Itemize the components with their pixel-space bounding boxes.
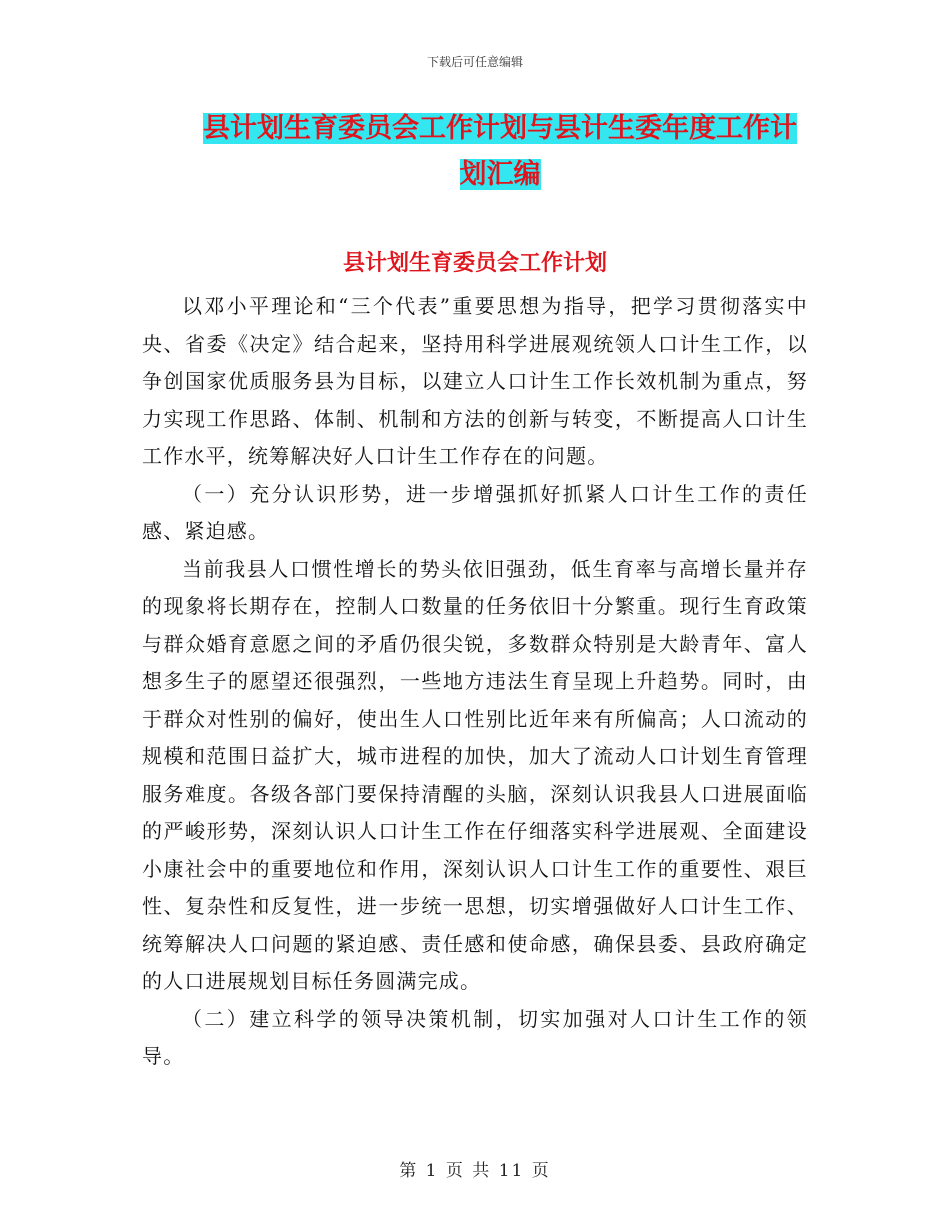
page-footer-number: 第 1 页 共 11 页 <box>399 1161 551 1181</box>
page-header-note: 下载后可任意编辑 <box>426 55 523 69</box>
document-title <box>190 106 810 198</box>
paragraph-situation: 当前我县人口惯性增长的势头依旧强劲，低生育率与高增长量并存的现象将长期存在，控制人口数量的任务依旧十分繁重。现行生育政策与群众婚育意愿之间的矛盾仍很尖锐，多数群众特别是大龄青年、富人想多生子的愿望还很强烈，一些地方违法生育呈现上升趋势。同时，由于群众对性别的偏好，使出生人口性别比近年来有所偏高；人口流动的规模和范围日益扩大，城市进程的加快，加大了流动人口计划生育管理服务难度。各级各部门要保持清醒的头脑，深刻认识我县人口进展面临的严峻形势，深刻认识人口计生工作在仔细落实科学进展观、全面建设小康社会中的重要地位和作用，深刻认识人口计生工作的重要性、艰巨性、复杂性和反复性，进一步统一思想，切实增强做好人口计生工作、统筹解决人口问题的紧迫感、责任感和使命感，确保县委、县政府确定的人口进展规划目标任务圆满完成。 <box>142 556 808 993</box>
paragraph-heading-1: （一）充分认识形势，进一步增强抓好抓紧人口计生工作的责任感、紧迫感。 <box>142 481 808 543</box>
section-title: 县计划生育委员会工作计划 <box>342 251 607 276</box>
document-title-text: 县计划生育委员会工作计划与县计生委年度工作计划汇编 <box>203 113 797 190</box>
paragraph-heading-2: （二）建立科学的领导决策机制，切实加强对人口计生工作的领导。 <box>142 1006 808 1068</box>
document-body <box>142 288 808 1076</box>
paragraph-guiding-principle: 以邓小平理论和“三个代表”重要思想为指导，把学习贯彻落实中央、省委《决定》结合起来，坚持用科学进展观统领人口计生工作，以争创国家优质服务县为目标，以建立人口计生工作长效机制为重点，努力实现工作思路、体制、机制和方法的创新与转变，不断提高人口计生工作水平，统筹解决好人口计生工作存在的问题。 <box>142 294 808 468</box>
